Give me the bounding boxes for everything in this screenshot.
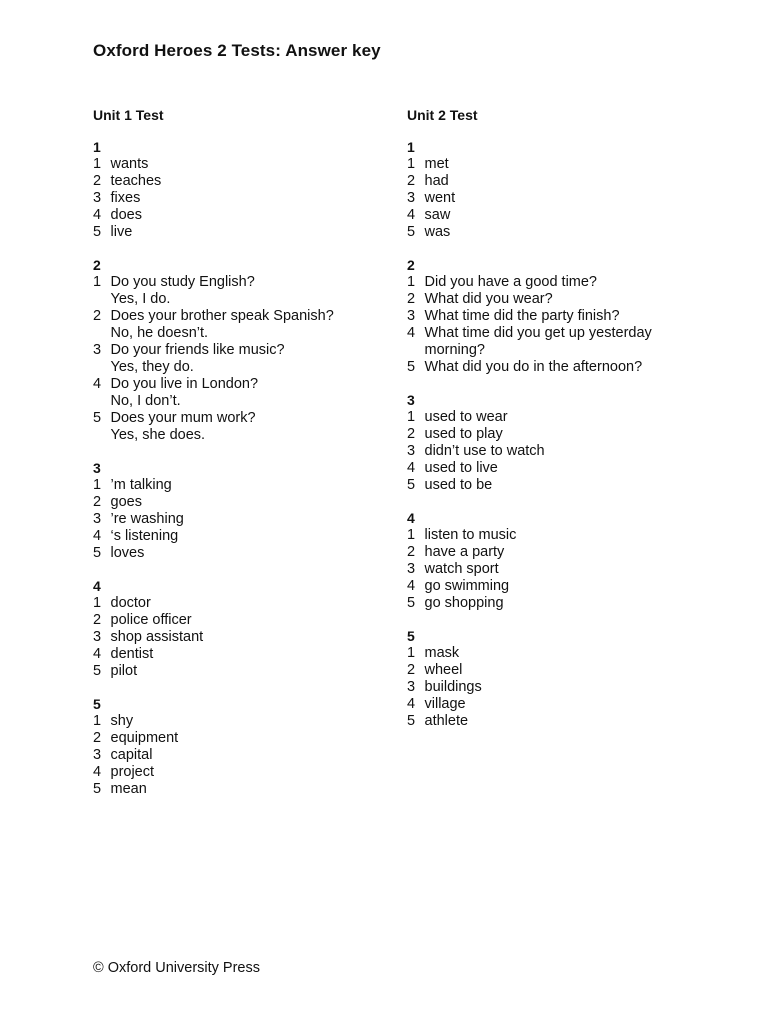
item-number: 4 <box>407 696 416 712</box>
answer-item <box>407 544 707 561</box>
answer-section <box>93 578 393 680</box>
answer-item <box>93 646 393 663</box>
item-answer: saw <box>424 207 451 223</box>
section-number: 1 <box>93 139 101 155</box>
answer-item <box>93 713 393 730</box>
copyright-footer: © Oxford University Press <box>93 960 260 976</box>
answer-section <box>407 139 707 241</box>
item-answer: goes <box>110 494 142 510</box>
item-answer: capital <box>110 747 153 763</box>
item-number: 1 <box>407 527 416 543</box>
item-answer: used to be <box>424 477 493 493</box>
item-answer: doctor <box>110 595 151 611</box>
answer-item <box>407 527 707 544</box>
item-number: 1 <box>407 645 416 661</box>
answer-item <box>407 460 707 477</box>
answer-item <box>93 224 393 241</box>
item-answer: Do you live in London? No, I don’t. <box>110 376 259 409</box>
item-answer: used to wear <box>424 409 508 425</box>
item-answer: didn’t use to watch <box>424 443 545 459</box>
answer-item <box>407 662 707 679</box>
answer-item <box>407 426 707 443</box>
item-answer: mean <box>110 781 147 797</box>
item-answer: used to play <box>424 426 503 442</box>
section-number: 3 <box>407 392 415 408</box>
answer-item <box>407 696 707 713</box>
item-number: 5 <box>407 359 416 375</box>
item-number: 2 <box>93 173 102 189</box>
item-answer: had <box>424 173 449 189</box>
item-number: 3 <box>93 747 102 763</box>
item-number: 5 <box>93 224 102 240</box>
item-answer: watch sport <box>424 561 499 577</box>
item-number: 3 <box>407 561 416 577</box>
item-number: 5 <box>407 713 416 729</box>
item-answer: What did you wear? <box>424 291 553 307</box>
answer-item <box>93 545 393 562</box>
answer-item <box>407 308 707 325</box>
answer-item <box>407 679 707 696</box>
answer-item <box>93 764 393 781</box>
item-answer: wheel <box>424 662 463 678</box>
answer-item <box>93 410 393 444</box>
unit-1-column <box>93 107 393 814</box>
item-number: 1 <box>93 274 102 290</box>
item-answer: village <box>424 696 466 712</box>
answer-section <box>93 460 393 562</box>
answer-item <box>93 274 393 308</box>
item-answer: police officer <box>110 612 192 628</box>
answer-section <box>93 139 393 241</box>
answer-item <box>407 207 707 224</box>
answer-section <box>407 392 707 494</box>
section-number: 5 <box>407 628 415 644</box>
item-answer: Did you have a good time? <box>424 274 597 290</box>
answer-item <box>93 376 393 410</box>
item-answer: go swimming <box>424 578 510 594</box>
item-number: 1 <box>93 156 102 172</box>
item-number: 5 <box>407 477 416 493</box>
answer-item <box>93 494 393 511</box>
unit-title: Unit 1 Test <box>93 107 164 123</box>
answer-item <box>93 511 393 528</box>
answer-item <box>93 156 393 173</box>
answer-item <box>93 781 393 798</box>
item-answer: have a party <box>424 544 505 560</box>
answer-item <box>93 528 393 545</box>
item-number: 3 <box>93 342 102 358</box>
item-number: 1 <box>407 274 416 290</box>
item-number: 1 <box>93 595 102 611</box>
answer-item <box>407 274 707 291</box>
answer-item <box>407 224 707 241</box>
item-number: 5 <box>93 663 102 679</box>
item-answer: Do you study English? Yes, I do. <box>110 274 255 307</box>
answer-item <box>93 730 393 747</box>
item-number: 3 <box>93 511 102 527</box>
item-answer: mask <box>424 645 460 661</box>
answer-item <box>93 629 393 646</box>
section-number: 4 <box>93 578 101 594</box>
item-number: 1 <box>407 156 416 172</box>
item-answer: listen to music <box>424 527 517 543</box>
item-answer: What time did the party finish? <box>424 308 620 324</box>
item-answer: dentist <box>110 646 154 662</box>
item-number: 3 <box>407 443 416 459</box>
item-number: 4 <box>407 578 416 594</box>
answer-item <box>407 156 707 173</box>
answer-item <box>407 190 707 207</box>
item-answer: Do your friends like music? Yes, they do. <box>110 342 285 375</box>
answer-item <box>407 595 707 612</box>
answer-item <box>407 443 707 460</box>
item-answer: fixes <box>110 190 141 206</box>
answer-item <box>93 207 393 224</box>
item-answer: does <box>110 207 142 223</box>
item-answer: shy <box>110 713 134 729</box>
item-answer: shop assistant <box>110 629 204 645</box>
item-number: 5 <box>93 545 102 561</box>
item-answer: wants <box>110 156 149 172</box>
answer-item <box>407 359 707 376</box>
item-number: 4 <box>93 207 102 223</box>
item-number: 1 <box>93 477 102 493</box>
item-number: 3 <box>93 629 102 645</box>
item-number: 2 <box>407 426 416 442</box>
answer-item <box>93 595 393 612</box>
item-answer: pilot <box>110 663 138 679</box>
item-answer: equipment <box>110 730 179 746</box>
item-number: 3 <box>407 190 416 206</box>
answer-section <box>407 257 707 376</box>
item-number: 4 <box>93 528 102 544</box>
item-number: 5 <box>407 595 416 611</box>
item-answer: project <box>110 764 155 780</box>
item-answer: go shopping <box>424 595 504 611</box>
item-answer: Does your mum work? Yes, she does. <box>110 410 256 443</box>
item-number: 3 <box>407 679 416 695</box>
item-number: 1 <box>407 409 416 425</box>
item-number: 3 <box>93 190 102 206</box>
item-answer: What time did you get up yesterday morning? <box>424 325 652 358</box>
answer-item <box>407 561 707 578</box>
item-number: 1 <box>93 713 102 729</box>
answer-item <box>407 578 707 595</box>
item-number: 2 <box>93 494 102 510</box>
item-number: 5 <box>93 781 102 797</box>
section-number: 5 <box>93 696 101 712</box>
item-number: 4 <box>93 764 102 780</box>
answer-item <box>93 190 393 207</box>
item-number: 4 <box>407 460 416 476</box>
item-number: 2 <box>407 173 416 189</box>
answer-item <box>93 747 393 764</box>
answer-item <box>407 325 707 359</box>
item-answer: was <box>424 224 451 240</box>
item-number: 5 <box>93 410 102 426</box>
item-answer: ’re washing <box>110 511 184 527</box>
answer-item <box>93 342 393 376</box>
item-number: 4 <box>93 376 102 392</box>
answer-item <box>407 291 707 308</box>
answer-item <box>407 645 707 662</box>
item-number: 2 <box>93 730 102 746</box>
item-answer: What did you do in the afternoon? <box>424 359 643 375</box>
item-number: 2 <box>407 662 416 678</box>
page-title: Oxford Heroes 2 Tests: Answer key <box>93 41 381 60</box>
section-number: 3 <box>93 460 101 476</box>
answer-section <box>407 628 707 730</box>
item-answer: teaches <box>110 173 162 189</box>
answer-section <box>93 696 393 798</box>
answer-item <box>93 612 393 629</box>
answer-item <box>93 308 393 342</box>
item-answer: ’m talking <box>110 477 172 493</box>
section-number: 2 <box>93 257 101 273</box>
item-answer: loves <box>110 545 145 561</box>
answer-item <box>407 713 707 730</box>
unit-title: Unit 2 Test <box>407 107 478 123</box>
item-answer: live <box>110 224 133 240</box>
item-number: 5 <box>407 224 416 240</box>
item-answer: ‘s listening <box>110 528 179 544</box>
item-number: 4 <box>407 207 416 223</box>
item-number: 2 <box>93 308 102 324</box>
item-answer: met <box>424 156 449 172</box>
answer-item <box>93 173 393 190</box>
item-number: 3 <box>407 308 416 324</box>
answer-section <box>93 257 393 444</box>
section-number: 1 <box>407 139 415 155</box>
item-number: 2 <box>407 544 416 560</box>
answer-section <box>407 510 707 612</box>
item-number: 4 <box>407 325 416 341</box>
item-answer: buildings <box>424 679 482 695</box>
answer-item <box>407 409 707 426</box>
answer-item <box>93 477 393 494</box>
item-answer: athlete <box>424 713 469 729</box>
item-number: 2 <box>93 612 102 628</box>
item-answer: Does your brother speak Spanish? No, he doesn’t. <box>110 308 334 341</box>
answer-item <box>407 173 707 190</box>
answer-item <box>93 663 393 680</box>
item-number: 2 <box>407 291 416 307</box>
unit-2-column <box>407 107 707 746</box>
item-number: 4 <box>93 646 102 662</box>
section-number: 2 <box>407 257 415 273</box>
answer-item <box>407 477 707 494</box>
item-answer: used to live <box>424 460 498 476</box>
section-number: 4 <box>407 510 415 526</box>
item-answer: went <box>424 190 456 206</box>
